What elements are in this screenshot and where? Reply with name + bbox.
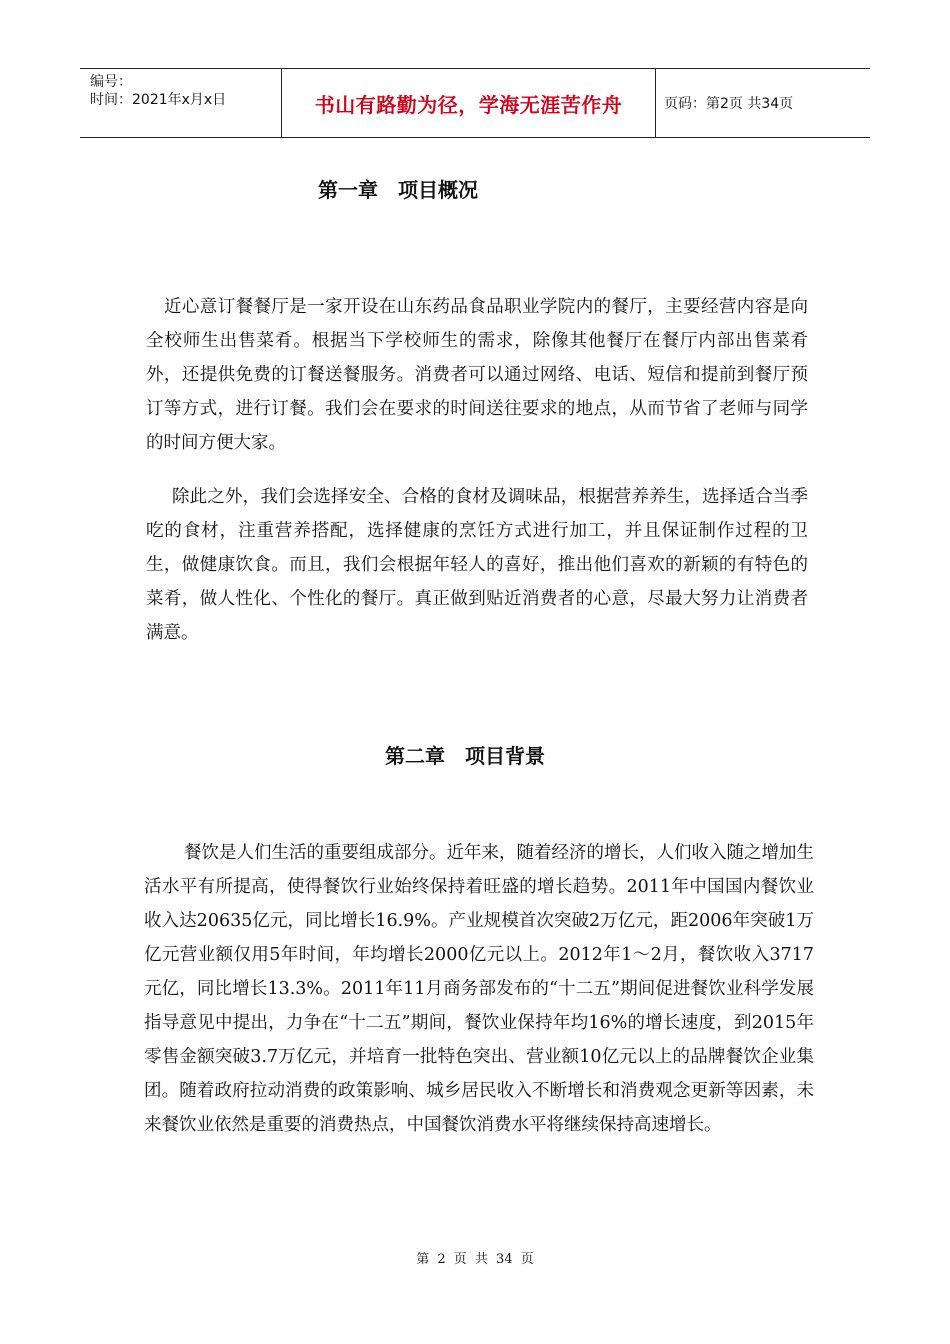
chapter1-paragraph-1: 近心意订餐餐厅是一家开设在山东药品食品职业学院内的餐厅，主要经营内容是向全校师生出售菜肴。根据当下学校师生的需求，除像其他餐厅在餐厅内部出售菜肴外，还提供免费的订餐送餐服务。消费者可以通过网络、电话、短信和提前到餐厅预订等方式，进行订餐。我们会在要求的时间送往要求的地点，从而节省了老师与同学的时间方便大家。 <box>146 297 808 453</box>
header-motto: 书山有路勤为径，学海无涯苦作舟 <box>282 69 656 137</box>
chapter1-paragraph-2: 除此之外，我们会选择安全、合格的食材及调味品，根据营养养生，选择适合当季吃的食材，注重营养搭配，选择健康的烹饪方式进行加工，并且保证制作过程的卫生，做健康饮食。而且，我们会根据年轻人的喜好，推出他们喜欢的新颖的有特色的菜肴，做人性化、个性化的餐厅。真正做到贴近消费者的心意，尽最大努力让消费者满意。 <box>146 487 808 643</box>
header-meta <box>80 69 282 137</box>
page-footer: 第 2 页 共 34 页 <box>416 1252 534 1267</box>
chapter1-title: 第一章 项目概况 <box>318 178 478 202</box>
chapter2-paragraph-1: 餐饮是人们生活的重要组成部分。近年来，随着经济的增长，人们收入随之增加生活水平有所提高，使得餐饮行业始终保持着旺盛的增长趋势。2011年中国国内餐饮业收入达20635亿元，同比增长16.9%。产业规模首次突破2万亿元，距2006年突破1万亿元营业额仅用5年时间，年均增长2000亿元以上。2012年1～2月，餐饮收入3717元亿，同比增长13.3%。2011年11月商务部发布的“十二五”期间促进餐饮业科学发展指导意见中提出，力争在“十二五”期间，餐饮业保持年均16%的增长速度，到2015年零售金额突破3.7万亿元，并培育一批特色突出、营业额10亿元以上的品牌餐饮企业集团。随着政府拉动消费的政策影响、城乡居民收入不断增长和消费观念更新等因素，未来餐饮业依然是重要的消费热点，中国餐饮消费水平将继续保持高速增长。 <box>144 843 814 1135</box>
header-date-label: 时间：2021年x月x日 <box>90 92 227 108</box>
header-page-info: 页码：第2页 共34页 <box>664 96 794 112</box>
page-header <box>80 68 870 138</box>
header-number-label: 编号： <box>90 74 132 90</box>
chapter2-title: 第二章 项目背景 <box>385 744 545 768</box>
